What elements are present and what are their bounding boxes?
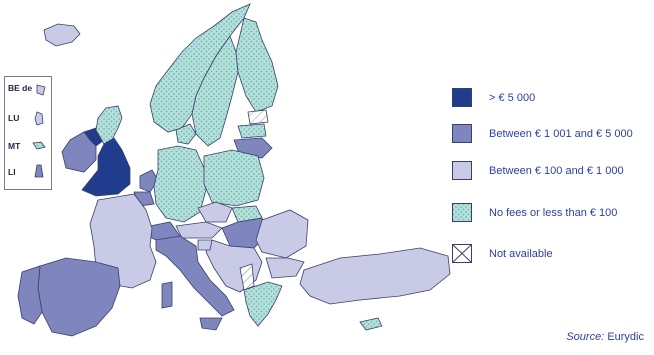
inset-label-mt: MT bbox=[8, 141, 21, 151]
region-turkey bbox=[300, 248, 450, 304]
inset-label-li: LI bbox=[8, 167, 16, 177]
region-iceland bbox=[44, 24, 80, 46]
region-greece bbox=[244, 282, 282, 326]
region-poland bbox=[204, 150, 264, 206]
legend-swatch bbox=[452, 124, 472, 143]
small-countries-inset bbox=[4, 76, 52, 190]
legend-swatch bbox=[452, 161, 472, 180]
legend-label: Between € 100 and € 1 000 bbox=[489, 165, 624, 177]
region-bulgaria bbox=[266, 258, 304, 278]
region-romania bbox=[256, 210, 308, 258]
legend-item-100-1000 bbox=[452, 161, 652, 183]
source-prefix: Source: bbox=[566, 331, 605, 343]
region-finland bbox=[236, 18, 278, 112]
region-czech bbox=[198, 202, 232, 222]
region-sicily bbox=[200, 318, 222, 330]
inset-label-lu: LU bbox=[8, 113, 20, 123]
region-latvia bbox=[238, 124, 266, 138]
source-note bbox=[566, 331, 644, 343]
legend-label: No fees or less than € 100 bbox=[489, 207, 618, 219]
legend-swatch bbox=[452, 203, 472, 222]
legend-swatch bbox=[452, 244, 472, 263]
legend-label: Between € 1 001 and € 5 000 bbox=[489, 128, 633, 140]
li-shape bbox=[33, 163, 45, 179]
region-slovenia bbox=[198, 240, 212, 250]
region-portugal bbox=[18, 266, 42, 324]
region-sardinia bbox=[162, 282, 172, 308]
legend-label: > € 5 000 bbox=[489, 92, 536, 104]
mt-shape bbox=[31, 139, 47, 151]
legend-item-not-available bbox=[452, 244, 652, 266]
region-spain bbox=[38, 258, 120, 336]
region-germany bbox=[154, 146, 206, 222]
legend-item-1001-5000 bbox=[452, 124, 652, 146]
lu-shape bbox=[33, 111, 45, 127]
be-de-shape bbox=[35, 83, 47, 97]
inset-label-be-de: BE de bbox=[8, 83, 33, 93]
legend-item-gt5000 bbox=[452, 88, 652, 110]
legend-swatch bbox=[452, 88, 472, 107]
legend-label: Not available bbox=[489, 248, 553, 260]
region-austria bbox=[176, 222, 222, 238]
region-estonia bbox=[248, 110, 268, 124]
legend-item-no-fees bbox=[452, 203, 652, 225]
source-name: Eurydic bbox=[607, 331, 644, 343]
region-cyprus bbox=[360, 318, 382, 330]
